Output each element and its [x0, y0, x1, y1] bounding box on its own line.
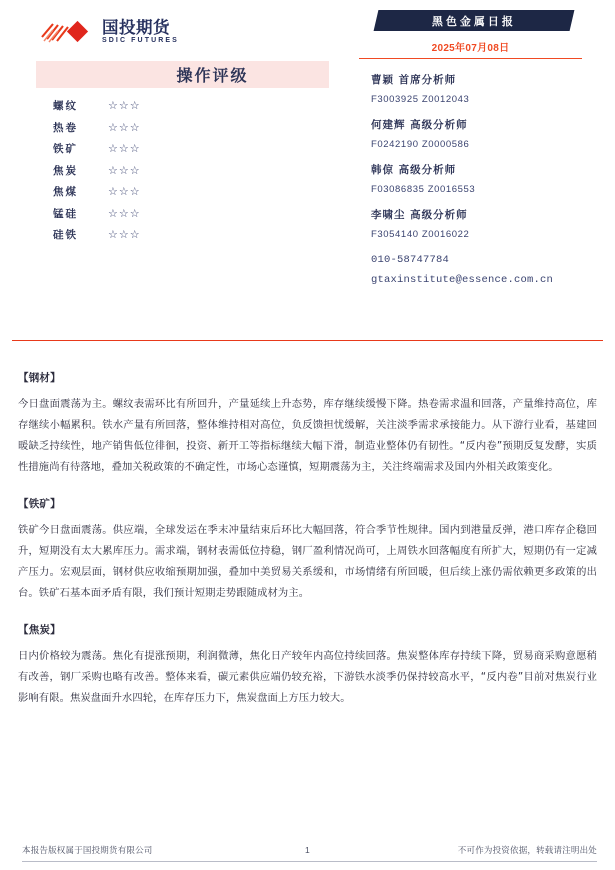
footer-copyright: 本报告版权属于国投期货有限公司	[22, 846, 153, 856]
analyst-name-title: 何建辉 高级分析师	[371, 119, 468, 131]
report-date: 2025年07月08日	[359, 39, 582, 59]
rating-product-name: 焦煤	[53, 186, 78, 199]
sdic-logo-mark-icon	[40, 19, 98, 45]
rating-product-name: 铁矿	[53, 143, 78, 156]
section-iron-ore	[18, 496, 597, 604]
rating-row	[36, 95, 324, 117]
rating-list	[36, 95, 324, 246]
section-steel	[18, 370, 597, 478]
report-header	[0, 0, 615, 345]
rating-row	[36, 224, 324, 246]
footer-disclaimer: 不可作为投资依据，转载请注明出处	[457, 846, 597, 856]
rating-stars: ☆☆☆	[108, 142, 141, 156]
rating-stars: ☆☆☆	[108, 228, 141, 242]
contact-phone: 010-58747784	[371, 254, 450, 266]
header-divider	[12, 340, 603, 341]
rating-product-name: 热卷	[53, 121, 78, 134]
rating-stars: ☆☆☆	[108, 99, 141, 113]
section-body: 日内价格较为震荡。焦化有提涨预期，利润微薄，焦化日产较年内高位持续回落。焦炭整体库存持续下降，贸易商采购意愿稍有改善，钢厂采购也略有改善。整体来看，碳元素供应端仍较充裕，下游铁水淡季仍保持较高水平，“反内卷”目前对焦炭行业影响有限。焦炭盘面升水四轮，在库存压力下，焦炭盘面上方压力较大。	[18, 650, 597, 704]
logo-wordmark	[102, 17, 179, 45]
rating-row	[36, 117, 324, 139]
contact-block	[359, 254, 591, 286]
rating-row	[36, 138, 324, 160]
footer-divider	[22, 861, 597, 862]
header-right-column	[359, 0, 591, 294]
company-logo	[40, 17, 324, 47]
contact-email[interactable]: gtaxinstitute@essence.com.cn	[371, 274, 554, 286]
footer-page-number: 1	[305, 845, 310, 855]
rating-product-name: 硅铁	[53, 229, 78, 242]
rating-row	[36, 203, 324, 225]
rating-stars: ☆☆☆	[108, 120, 141, 134]
analyst-name-title: 韩倞 高级分析师	[371, 164, 457, 176]
section-body: 今日盘面震荡为主。螺纹表需环比有所回升，产量延续上升态势，库存继续缓慢下降。热卷需求温和回落，产量维持高位，库存继续小幅累积。铁水产量有所回落，整体维持相对高位，负反馈担忧缓解，关注淡季需求承接能力。从下游行业看，基建回暖缺乏持续性，地产销售低位徘徊，投资、新开工等指标继续大幅下滑，制造业整体仍有韧性。“反内卷”预期反复发酵，实质性措施尚有待落地，叠加关税政策的不确定性，市场心态谨慎，短期震荡为主，关注终端需求及国内外相关政策变化。	[18, 398, 597, 473]
report-footer	[0, 844, 615, 862]
section-coke	[18, 622, 597, 709]
section-title: 【焦炭】	[18, 624, 61, 636]
rating-product-name: 焦炭	[53, 164, 78, 177]
section-body: 铁矿今日盘面震荡。供应端，全球发运在季末冲量结束后环比大幅回落，符合季节性规律。国内到港量反弹，港口库存企稳回升，短期没有太大累库压力。需求端，钢材表需低位持稳，钢厂盈利情况尚可，上周铁水回落幅度有所扩大，短期仍有一定减产压力。宏观层面，钢材供应收缩预期加强，叠加中美贸易关系缓和，市场情绪有所回暖，但后续上涨仍需依赖更多政策的出台。铁矿石基本面矛盾有限，我们预计短期走势跟随成材为主。	[18, 524, 597, 599]
analyst-license-codes: F3003925 Z0012043	[371, 94, 470, 105]
rating-banner-title: 操作评级	[176, 66, 249, 85]
rating-banner	[36, 61, 329, 88]
header-left-column	[24, 0, 324, 246]
section-title: 【铁矿】	[18, 498, 61, 510]
report-title-ribbon	[374, 10, 575, 31]
report-title: 黑色金属日报	[432, 14, 516, 28]
footer-row	[22, 844, 597, 856]
analyst-license-codes: F3054140 Z0016022	[371, 229, 470, 240]
analyst-name-title: 李啸尘 高级分析师	[371, 209, 468, 221]
analyst-license-codes: F0242190 Z0000586	[371, 139, 470, 150]
analyst-license-codes: F03086835 Z0016553	[371, 184, 476, 195]
section-title: 【钢材】	[18, 372, 61, 384]
logo-english-name: SDIC FUTURES	[102, 37, 179, 45]
analyst-name-title: 曹颖 首席分析师	[371, 74, 457, 86]
rating-stars: ☆☆☆	[108, 206, 141, 220]
rating-stars: ☆☆☆	[108, 185, 141, 199]
rating-product-name: 螺纹	[53, 100, 78, 113]
analyst-list	[359, 72, 591, 240]
rating-product-name: 锰硅	[53, 207, 78, 220]
report-content	[0, 345, 615, 709]
rating-row	[36, 160, 324, 182]
rating-row	[36, 181, 324, 203]
logo-chinese-name: 国投期货	[102, 17, 170, 37]
rating-stars: ☆☆☆	[108, 163, 141, 177]
